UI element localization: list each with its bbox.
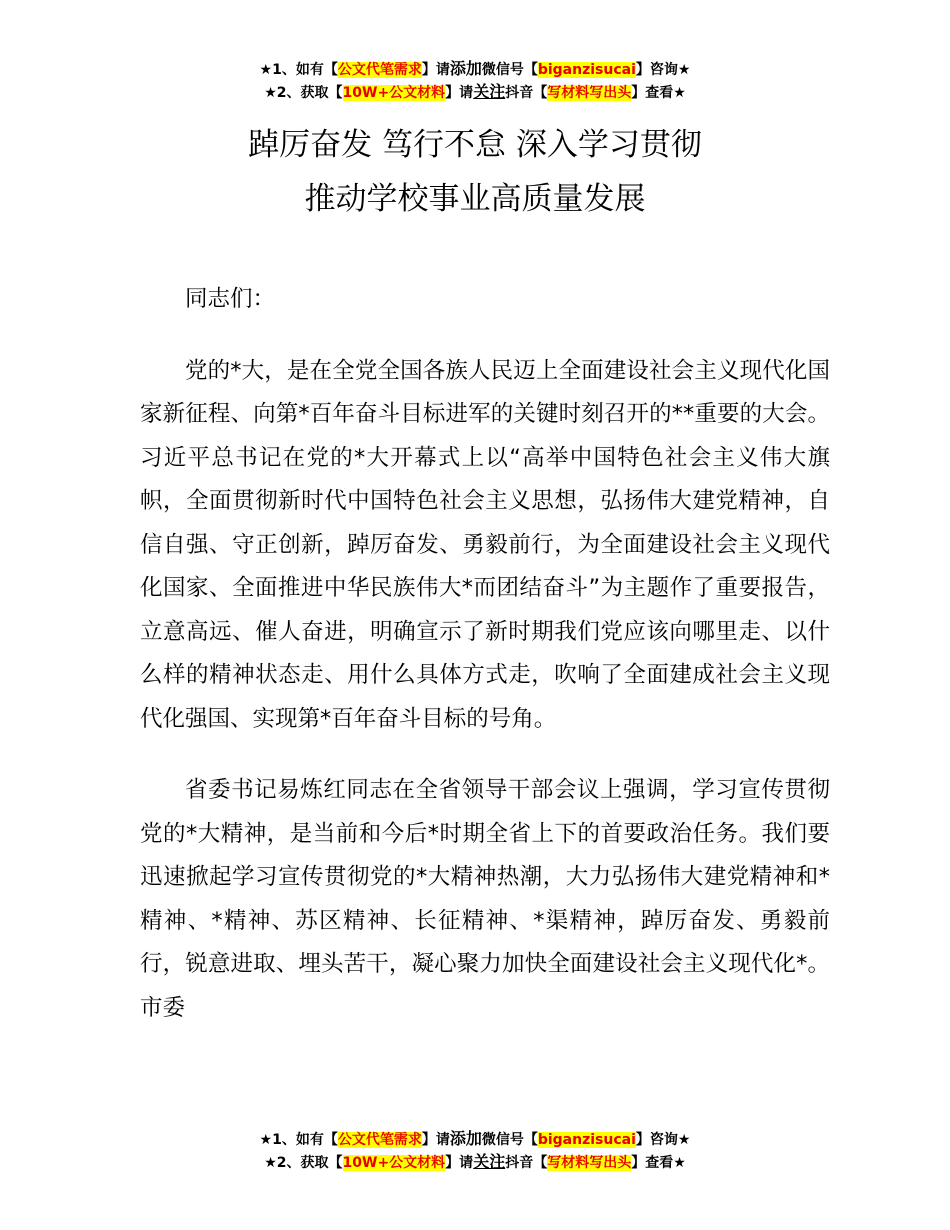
ad-emphasis: 关注 [473, 1152, 506, 1171]
paragraph-1: 党的*大，是在全党全国各族人民迈上全面建设社会主义现代化国家新征程、向第*百年奋斗目标进军的关键时刻召开的**重要的大会。习近平总书记在党的*大开幕式上以“高举中国特色社会主义伟大旗帜，全面贯彻新时代中国特色社会主义思想，弘扬伟大建党精神，自信自强、守正创新，踔厉奋发、勇毅前行，为全面建设社会主义现代化国家、全面推进中华民族伟大*而团结奋斗”为主题作了重要报告，立意高远、催人奋进，明确宣示了新时期我们党应该向哪里走、以什么样的精神状态走、用什么具体方式走，吹响了全面建成社会主义现代化强国、实现第*百年奋斗目标的号角。 [140, 357, 830, 732]
ad-text: 】请 [421, 1132, 450, 1148]
ad-text: 】查看★ [631, 85, 686, 101]
ad-text: 】咨询★ [635, 1132, 691, 1148]
ad-text: 】咨询★ [635, 62, 691, 78]
ad-text: 】请 [421, 62, 450, 78]
ad-text: ★1、如有【 [259, 62, 338, 78]
paragraph-2: 省委书记易炼红同志在全省领导干部会议上强调，学习宣传贯彻党的*大精神，是当前和今后*时期全省上下的首要政治任务。我们要迅速掀起学习宣传贯彻党的*大精神热潮，大力弘扬伟大建党精神和*精神、*精神、苏区精神、长征精神、*渠精神，踔厉奋发、勇毅前行，锐意进取、埋头苦干，凝心聚力加快全面建设社会主义现代化*。市委 [140, 777, 830, 1021]
ad-text: 微信号【 [481, 62, 538, 78]
ad-text: ★1、如有【 [259, 1132, 338, 1148]
ad-highlight: 写材料写出头 [547, 1155, 632, 1171]
ad-emphasis: 添加 [449, 1129, 482, 1148]
ad-highlight: 10W+公文材料 [342, 1155, 446, 1171]
ad-highlight: 公文代笔需求 [337, 62, 422, 78]
ad-line-1 [0, 58, 950, 81]
ad-highlight: 10W+公文材料 [342, 85, 446, 101]
ad-emphasis: 关注 [473, 82, 506, 101]
ad-text: 抖音【 [505, 1155, 548, 1171]
ad-line-1 [0, 1128, 950, 1151]
footer-ad-banner [0, 1128, 950, 1174]
ad-text: ★2、获取【 [264, 1155, 343, 1171]
title-line-2: 推动学校事业高质量发展 [304, 181, 646, 217]
ad-line-2 [0, 1151, 950, 1174]
ad-highlight: biganzisucai [537, 1132, 636, 1148]
ad-line-2 [0, 81, 950, 104]
ad-highlight: biganzisucai [537, 62, 636, 78]
document-title [0, 118, 950, 226]
ad-highlight: 公文代笔需求 [337, 1132, 422, 1148]
title-line-1: 踔厉奋发 笃行不怠 深入学习贯彻 [248, 127, 702, 163]
ad-emphasis: 添加 [449, 59, 482, 78]
ad-text: 】查看★ [631, 1155, 686, 1171]
ad-text: 微信号【 [481, 1132, 538, 1148]
header-ad-banner [0, 58, 950, 104]
salutation: 同志们： [185, 286, 276, 312]
document-body [140, 278, 830, 1030]
ad-text: 】请 [445, 1155, 474, 1171]
ad-text: 】请 [445, 85, 474, 101]
ad-highlight: 写材料写出头 [547, 85, 632, 101]
ad-text: ★2、获取【 [264, 85, 343, 101]
ad-text: 抖音【 [505, 85, 548, 101]
